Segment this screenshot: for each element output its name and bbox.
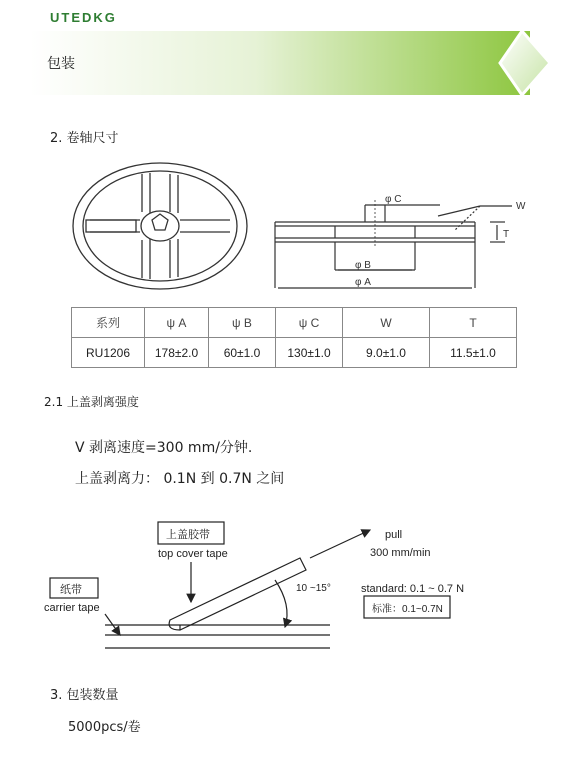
carrier-tape-label-cn: 纸带 — [60, 584, 82, 596]
col-b: ψ B — [209, 308, 276, 338]
cover-tape-label-en: top cover tape — [158, 548, 228, 560]
cell-w: 9.0±1.0 — [343, 338, 430, 368]
cell-series: RU1206 — [72, 338, 145, 368]
carrier-tape-label-en: carrier tape — [44, 602, 100, 614]
label-t: T — [503, 229, 510, 240]
table-row — [72, 338, 517, 368]
brand-logo: UTEDKG — [50, 10, 117, 25]
label-phi-c: φ C — [385, 194, 402, 205]
pull-speed-label: 300 mm/min — [370, 547, 431, 559]
label-phi-a: φ A — [355, 277, 371, 288]
cell-c: 130±1.0 — [276, 338, 343, 368]
label-phi-b: φ B — [355, 260, 371, 271]
reel-dimension-drawing — [60, 158, 540, 303]
section-title: 包装 — [47, 56, 75, 72]
cell-b: 60±1.0 — [209, 338, 276, 368]
angle-label: 10 ~15° — [296, 583, 331, 594]
reel-spec-table — [71, 307, 517, 368]
table-header-row — [72, 308, 517, 338]
col-w: W — [343, 308, 430, 338]
packing-quantity: 5000pcs/卷 — [68, 720, 141, 735]
peel-test-diagram — [30, 510, 530, 670]
col-series: 系列 — [72, 308, 145, 338]
standard-label-cn: 标准：0.1~0.7N — [372, 604, 443, 615]
reel-heading: 2. 卷轴尺寸 — [50, 131, 119, 146]
cell-a: 178±2.0 — [145, 338, 209, 368]
cover-tape-label-cn: 上盖胶带 — [166, 529, 210, 541]
peel-force: 上盖剥离力： 0.1N 到 0.7N 之间 — [75, 471, 285, 487]
col-c: ψ C — [276, 308, 343, 338]
col-a: ψ A — [145, 308, 209, 338]
peel-speed: V 剥离速度=300 mm/分钟. — [75, 440, 253, 456]
standard-label-en: standard: 0.1 ~ 0.7 N — [361, 583, 465, 595]
peel-heading: 2.1 上盖剥离强度 — [44, 395, 139, 409]
pull-label: pull — [385, 529, 403, 541]
packing-heading: 3. 包装数量 — [50, 688, 119, 703]
label-w: W — [516, 201, 526, 212]
section-banner — [30, 31, 550, 95]
col-t: T — [430, 308, 517, 338]
cell-t: 11.5±1.0 — [430, 338, 517, 368]
